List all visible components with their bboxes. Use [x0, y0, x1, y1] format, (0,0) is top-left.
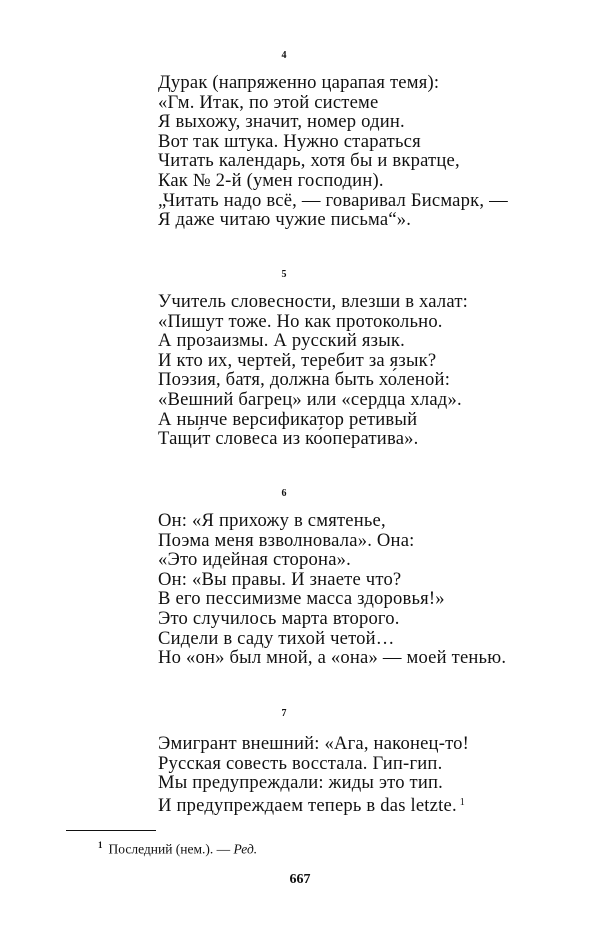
footnote-editor: Ред.: [233, 841, 258, 857]
verse-line: И кто их, чертей, теребит за язык?: [158, 349, 437, 371]
verse-line: Сидели в саду тихой четой…: [158, 627, 395, 649]
footnote-divider: [66, 830, 156, 831]
verse-line: А нынче версификатор ретивый: [158, 408, 418, 430]
verse-line: А прозаизмы. А русский язык.: [158, 330, 405, 352]
page-number: 667: [289, 872, 311, 887]
stanza-number: 7: [281, 708, 287, 719]
stanza-number: 5: [281, 269, 287, 280]
verse-line: Поэзия, батя, должна быть хо́леной:: [158, 369, 451, 391]
verse-line: Читать календарь, хотя бы и вкратце,: [158, 150, 460, 172]
verse-line: В его пессимизме масса здоровья!»: [158, 588, 445, 610]
verse-line: [158, 793, 469, 816]
verse-line-text: И предупреждаем теперь в das letzte.: [158, 794, 457, 816]
verse-line: «Это идейная сторона».: [158, 549, 351, 571]
verse-line: Мы предупреждали: жиды это тип.: [158, 772, 444, 794]
footnote: [98, 840, 257, 858]
footnote-reference: 1: [459, 796, 465, 808]
verse-line: Он: «Я прихожу в смятенье,: [158, 510, 386, 531]
stanza: [158, 511, 506, 668]
stanza-number: 4: [281, 50, 287, 61]
verse-line: Тащи́т словеса из ко́оператива».: [158, 428, 419, 450]
stanza: [158, 734, 469, 815]
verse-line: Я выхожу, значит, номер один.: [158, 111, 405, 133]
footnote-text: Последний (нем.). —: [108, 841, 234, 857]
stanza: [158, 73, 508, 230]
verse-line: Это случилось марта второго.: [158, 607, 400, 629]
verse-line: «Пишут тоже. Но как протокольно.: [158, 310, 443, 332]
verse-line: Я даже читаю чужие письма“».: [158, 209, 412, 231]
verse-line: Эмигрант внешний: «Ага, наконец-то!: [158, 733, 470, 754]
verse-line: Вот так штука. Нужно стараться: [158, 130, 421, 152]
verse-line: Как № 2-й (умен господин).: [158, 169, 384, 191]
verse-line: «Вешний багрец» или «сердца хлад».: [158, 388, 462, 410]
verse-line: Дурак (напряженно царапая темя):: [158, 72, 440, 93]
footnote-marker: 1: [98, 840, 103, 850]
verse-line: Поэма меня взволновала». Она:: [158, 529, 415, 551]
verse-line: Русская совесть восстала. Гип-гип.: [158, 752, 443, 774]
verse-line: Учитель словесности, влезши в халат:: [158, 291, 469, 312]
stanza: [158, 292, 468, 449]
verse-line: Он: «Вы правы. И знаете что?: [158, 568, 402, 590]
verse-line: „Читать надо всё, — говаривал Бисмарк, —: [158, 189, 508, 211]
stanza-number: 6: [281, 488, 287, 499]
verse-line: «Гм. Итак, по этой системе: [158, 91, 379, 113]
verse-line: Но «он» был мной, а «она» — моей тенью.: [158, 647, 507, 669]
